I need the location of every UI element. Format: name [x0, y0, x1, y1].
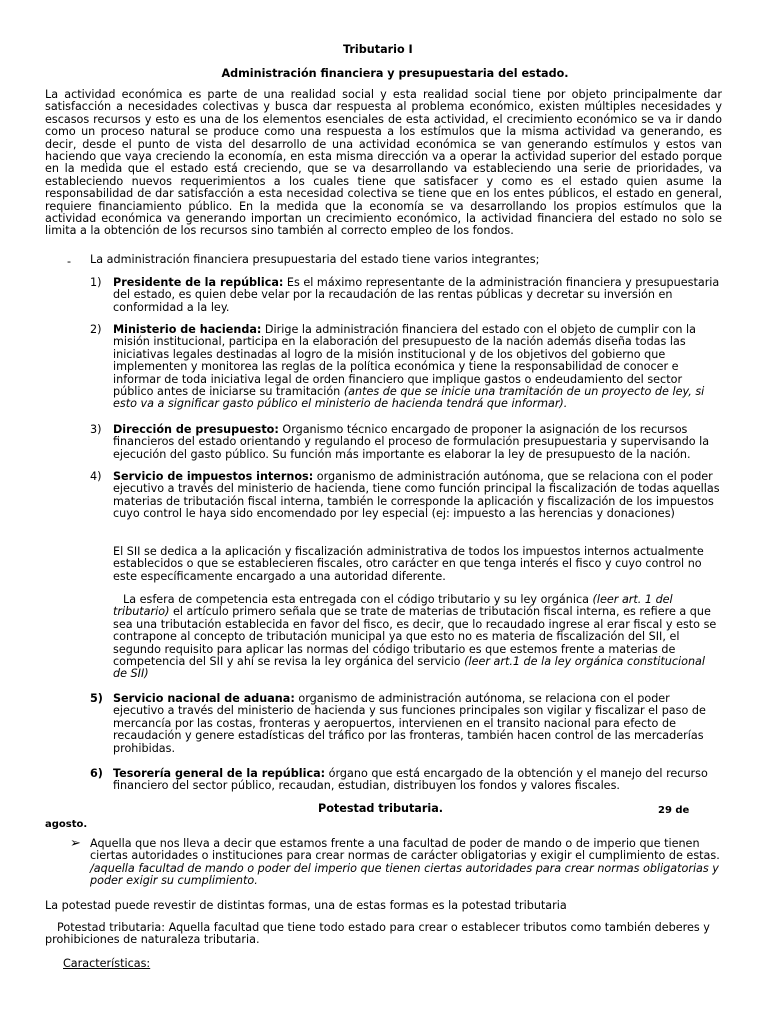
list-item — [113, 768, 721, 793]
item-number: 6) — [90, 767, 103, 780]
item-text: Organismo técnico encargado de proponer la asignación de los recursos financieros del estado orientando y regulando el proceso de formulación presupuestaria y supervisando la ejecución del gasto público. Su función más importante es elaborar la ley de presupuesto de la nación. — [113, 423, 710, 461]
sii-paragraph-1: El SII se dedica a la aplicación y fiscalización administrativa de todos los impuestos internos actualmente establecidos o que se establecieren fiscales, otro carácter en que tenga interés el fisco y cuyo control no este específicamente encargado a una autoridad diferente. — [113, 545, 704, 583]
item-number: 5) — [90, 692, 103, 705]
item-term: Servicio de impuestos internos: — [113, 470, 314, 483]
intro-paragraph: La actividad económica es parte de una realidad social y esta realidad social tiene por objeto principalmente dar satisfacción a necesidades colectivas y busca dar respuesta al problema económico, existen múltiples necesidades y escasos recursos y esto es una de los elementos esenciales de esta actividad, el crecimiento económico se va ir dando como un proceso natural se produce como una respuesta a los estímulos que la misma actividad va generando, es decir, desde el punto de vista del desarrollo de una actividad económica se van generando estímulos y estos van haciendo que vaya creciendo la economía, en esta misma dirección va a operar la actividad superior del estado porque en la medida que el estado está creciendo, que se va desarrollando va estableciendo una serie de prioridades, va estableciendo nuevos requerimientos a los cuales tiene que satisfacer y como es el estado quien asume la responsabilidad de dar satisfacción a esta necesidad colectiva se tiene que en los entes públicos, el estado en general, requiere financiamiento público. En la medida que la economía se va desarrollando los propios estímulos que la actividad económica va generando importan un crecimiento económico, la actividad financiera del estado no solo se limita a la obtención de los recursos sino también al correcto empleo de los fondos. — [45, 88, 722, 238]
doc-title: Tributario I — [343, 43, 413, 56]
item-number: 2) — [90, 323, 102, 336]
potestad-italic: /aquella facultad de mando o poder del imperio que tienen ciertas autoridades para crear normas obligatorias y poder exigir su cumplimiento. — [90, 861, 719, 888]
forms-paragraph: La potestad puede revestir de distintas formas, una de estas formas es la potestad tributaria — [45, 899, 567, 912]
item-term: Servicio nacional de aduana: — [113, 692, 295, 705]
item-text: Es el máximo representante de la administración financiera y presupuestaria del estado, es quien debe velar por la recaudación de las rentas públicas y decretar su inversión en conformidad a la ley. — [113, 276, 720, 314]
item-number: 1) — [90, 276, 102, 289]
list-item — [113, 277, 721, 314]
item-term: Tesorería general de la república: — [113, 767, 326, 780]
item-term: Dirección de presupuesto: — [113, 423, 279, 436]
sii-italic-ref-1: (leer art. 1 del tributario) — [113, 593, 673, 619]
list-item — [113, 693, 721, 755]
bullet-intro: La administración financiera presupuestaria del estado tiene varios integrantes; — [90, 253, 540, 266]
list-item — [113, 324, 721, 411]
arrow-bullet-icon: ➢ — [70, 836, 81, 851]
heading-administracion: Administración financiera y presupuestaria del estado. — [221, 67, 569, 80]
sii-paragraph-2 — [113, 594, 721, 681]
item-text: organismo de administración autónoma, que se relaciona con el poder ejecutivo a través del ministerio de hacienda, tiene como función principal la fiscalización de todas aquellas materias de tributación fiscal interna, también le corresponde la aplicación y fiscalización de los impuestos cuyo control le haya sido encomendado por ley especial (ej: impuesto a las herencias y donaciones) — [113, 470, 720, 521]
item-term: Presidente de la república: — [113, 276, 284, 289]
sii-italic-ref-2: (leer art.1 de la ley orgánica constitucional de SII) — [113, 655, 705, 681]
item-text: organismo de administración autónoma, se relaciona con el poder ejecutivo a través del ministerio de hacienda y sus funciones principales son vigilar y fiscalizar el paso de mercancía por las costas, fronteras y aeropuertos, intervienen en el transito nacional para efecto de recaudación y genere estadísticas del tráfico por las fronteras, también hacen control de las mercaderías prohibidas. — [113, 692, 706, 755]
sii-text-a: La esfera de competencia esta entregada con el código tributario y su ley orgánica — [123, 593, 593, 606]
item-number: 3) — [90, 423, 102, 436]
dash-bullet: - — [67, 255, 72, 268]
item-text: Dirige la administración financiera del estado con el objeto de cumplir con la misión institucional, participa en la elaboración del presupuesto de la nación además diseña todas las iniciativas legales destinadas al logro de la misión institucional y de los objetivos del gobierno que implementen y monitorea las reglas de la política económica y tiene la responsabilidad de conocer e informar de toda iniciativa legal de orden financiero que implique gastos o endeudamiento del sector público antes de iniciarse su tramitación — [113, 323, 697, 399]
date-day: 29 de — [658, 805, 690, 816]
caracteristicas-heading: Características: — [63, 957, 151, 970]
list-item — [113, 424, 721, 461]
date-month: agosto. — [45, 819, 88, 830]
sii-text-c: el artículo primero señala que se trate de materias de tributación fiscal interna, es refiere a que sea una tributación establecida en favor del fisco, es decir, que lo recaudado ingrese al erar fiscal y esto se contrapone al concepto de tributación municipal ya que esto no es materia de fiscalización del SII, el segundo requisito para aplicar las normas del código tributario es que estemos frente a materias de competencia del SII y ahí se revisa la ley orgánica del servicio — [113, 605, 717, 669]
potestad-tributaria-definition: Potestad tributaria: Aquella facultad que tiene todo estado para crear o establecer tributos como también deberes y prohibiciones de naturaleza tributaria. — [45, 921, 710, 947]
potestad-definition — [90, 838, 722, 888]
list-item — [113, 471, 721, 521]
heading-potestad: Potestad tributaria. — [318, 802, 444, 815]
potestad-text: Aquella que nos lleva a decir que estamos frente a una facultad de poder de mando o de imperio que tienen ciertas autoridades o instituciones para crear normas de carácter obligatorias y exigir el cumplimiento de estas. — [90, 837, 720, 863]
item-number: 4) — [90, 470, 102, 483]
item-text: órgano que está encargado de la obtención y el manejo del recurso financiero del sector público, recaudan, estudian, distribuyen los fondos y valores fiscales. — [113, 767, 708, 793]
item-italic-note: (antes de que se inicie una tramitación de un proyecto de ley, si esto va a significar gasto público el ministerio de hacienda tendrá que informar). — [113, 385, 705, 411]
item-term: Ministerio de hacienda: — [113, 323, 262, 336]
